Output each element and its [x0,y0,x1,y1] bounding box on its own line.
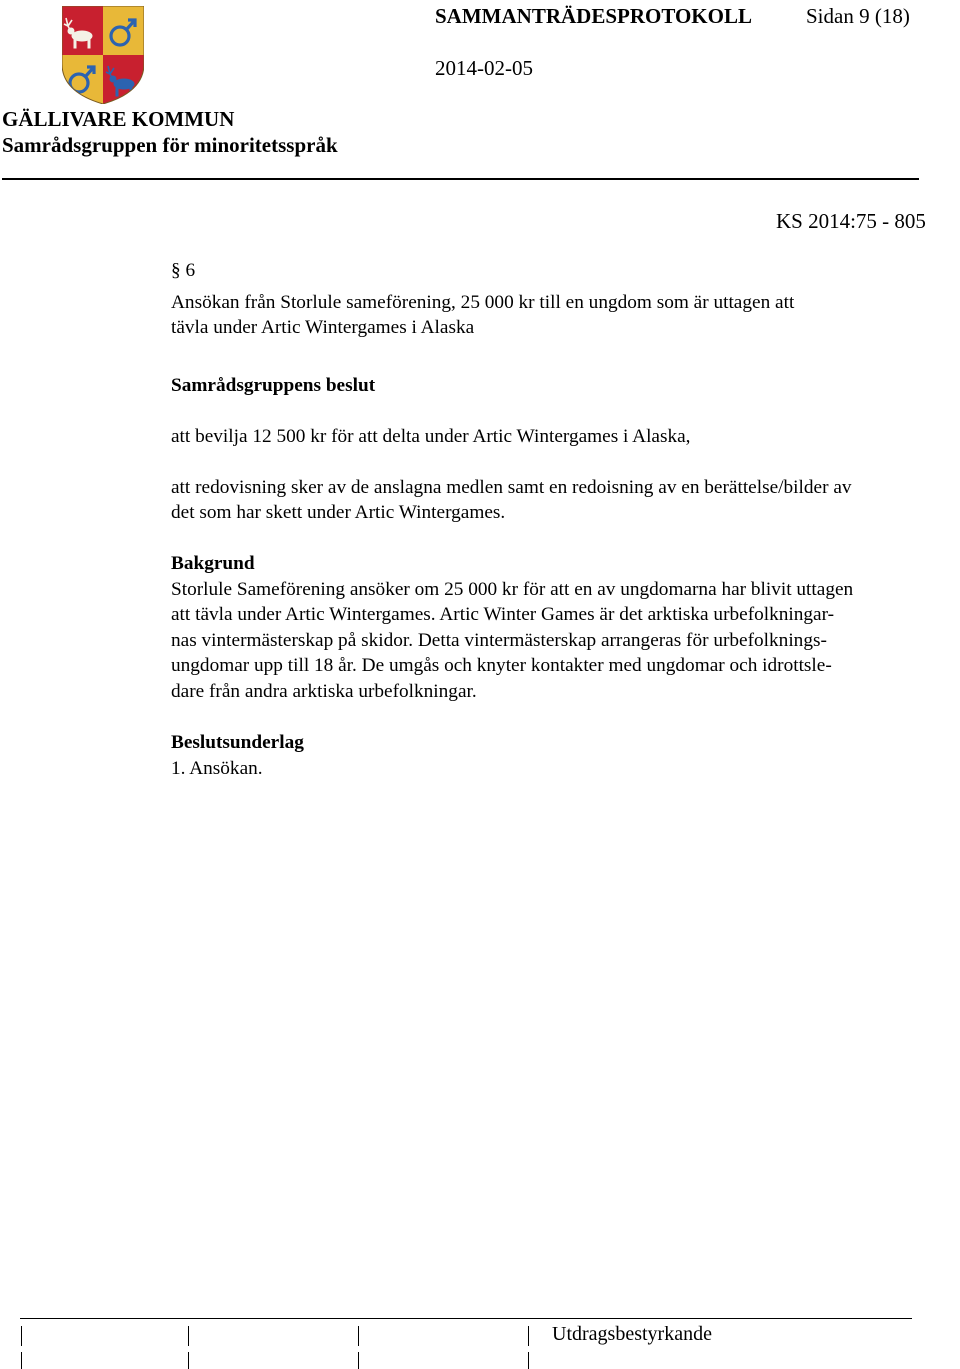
municipality-coat-of-arms [62,6,144,104]
signature-separator [358,1352,359,1369]
basis-item: 1. Ansökan. [171,758,263,779]
department-name: Samrådsgruppen för minoritetsspråk [2,133,338,157]
decision-item-continued: det som har skett under Artic Wintergames. [171,502,506,523]
signature-separator [21,1326,22,1346]
basis-heading: Beslutsunderlag [171,732,304,753]
signature-separator [528,1326,529,1346]
meeting-date: 2014-02-05 [435,56,533,80]
decision-heading: Samrådsgruppens beslut [171,375,376,396]
background-line: Storlule Sameförening ansöker om 25 000 kr för att en av ungdomarna har blivit uttagen [171,579,854,600]
background-line: att tävla under Artic Wintergames. Artic Winter Games är det arktiska urbefolkningar- [171,604,835,625]
decision-item: att bevilja 12 500 kr för att delta under Artic Wintergames i Alaska, [171,426,691,447]
background-line: ungdomar upp till 18 år. De umgås och knyter kontakter med ungdomar och idrottsle- [171,655,832,676]
section-number: § 6 [171,260,196,281]
decision-item: att redovisning sker av de anslagna medlen samt en redoisning av en berättelse/bilder av [171,477,852,498]
case-number: KS 2014:75 - 805 [776,209,926,233]
footer-divider [20,1318,912,1319]
signature-separator [188,1352,189,1369]
section-title-line: tävla under Artic Wintergames i Alaska [171,317,475,338]
signature-separator [528,1352,529,1369]
background-line: dare från andra arktiska urbefolkningar. [171,681,477,702]
background-line: nas vintermästerskap på skidor. Detta vintermästerskap arrangeras för urbefolknings- [171,630,827,651]
header-divider [2,178,919,180]
document-type: SAMMANTRÄDESPROTOKOLL [435,4,752,28]
signature-separator [188,1326,189,1346]
signature-separator [358,1326,359,1346]
background-heading: Bakgrund [171,553,255,574]
section-title-line: Ansökan från Storlule sameförening, 25 000 kr till en ungdom som är uttagen att [171,292,795,313]
signature-separator [21,1352,22,1369]
extract-certification-label: Utdragsbestyrkande [552,1323,712,1345]
municipality-name: GÄLLIVARE KOMMUN [2,107,235,131]
page-number: Sidan 9 (18) [806,4,910,28]
